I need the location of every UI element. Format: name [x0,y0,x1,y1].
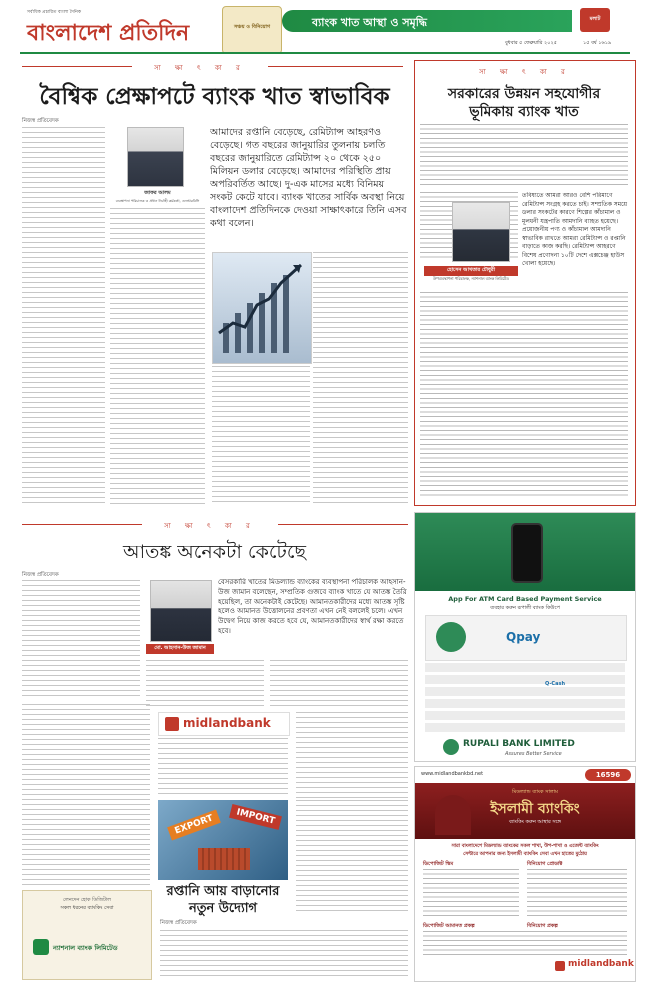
midland-islami-ad[interactable] [414,766,636,982]
kicker-rule [22,66,132,67]
masthead-logo: বাংলাদেশ প্রতিদিন [27,21,190,46]
article1-chart-image [212,252,312,364]
midland-small-ad[interactable] [158,712,290,736]
article4-byline: নিজস্ব প্রতিবেদক [160,920,197,926]
islami-list-left [423,869,519,919]
national-bank-brand: ন্যাশনাল ব্যাংক লিমিটেড [53,944,118,952]
shipping-container-icon [198,848,250,870]
article1-body-col1 [22,127,105,504]
islami-section-1: ডিপোজিট স্কিম [423,861,454,867]
midland-islami-logo-icon [555,961,565,971]
import-label: IMPORT [229,804,282,830]
article4-headline-line2: নতুন উদ্যোগ [188,901,258,916]
article1-person-title: ব্যবস্থাপনা পরিচালক ও প্রধান নির্বাহী কর্মকর্তা, এনআরবিসি [115,199,200,203]
article3-person-name: মো. আহসান-উজ জামান [146,644,214,654]
rupali-app-banner [415,513,635,591]
page-badge [580,8,610,32]
midland-logo-icon [165,717,179,731]
article2-person-title: উপব্যবস্থাপনা পরিচালক, ন্যাশনাল ব্যাংক লিমিটেড [433,276,509,281]
article2-body-main [420,292,628,498]
islami-banner-text-2: সেন্টারে আপনার জন্য ইসলামী ব্যাংকিং সেবা এখন হাতের মুঠোয় [463,852,587,857]
article3-body-col2 [146,660,264,710]
article2-portrait [452,202,510,262]
article2-intro [420,124,628,188]
article3-headline: আতঙ্ক অনেকটা কেটেছে [122,541,307,563]
national-bank-ad[interactable] [22,890,152,980]
article1-kicker: সা ক্ষা ৎ কা র [154,64,246,72]
phone-icon [511,523,543,583]
article1-portrait [127,127,184,187]
islami-subtitle: ব্যাংকিং করুন আস্থার সঙ্গে [509,819,561,825]
page-badge-label: মলাট [589,16,601,22]
article1-body-col3 [313,252,408,504]
rupali-emblem-icon [436,622,466,652]
article2-quote: তবিষ্যতে আমরা আরও বেশি পরিমাণে রেমিট্যান্স সংগ্রহ করতে চাই। সম্প্রতিক সময়ে ডলার সংকটের কারণে শিল্পের কাঁচামাল ও মূলধনী যন্ত্রপাতি আমদানি ব্যাহত হয়েছে। প্রয়োজনীয় পণ্য ও কাঁচামাল আমদানি স্বাভাবিক রাখতে আমরা রেমিট্যান্স ও রপ্তানি বাড়াতে কাজ করছি। রেমিট্যান্স আহরণে বিশেষ প্রণোদনা ১০টি দেশে এক্সচেঞ্জ হাউস খোলা হয়েছে। [522,192,628,267]
masthead [0,0,650,58]
rupali-slogan: Assures Better Service [505,751,562,757]
article1-quote: আমাদের রপ্তানি বেড়েছে, রেমিট্যান্স আহরণও বেড়েছে। গত বছরের জানুয়ারির তুলনায় চলতি বছরের জানুয়ারিতে রেমিট্যান্স ২০ থেকে ২৫০ মিলিয়ন ডলার বেড়েছে। আমাদের পরিস্থিতি প্রায় অপরিবর্তিত আছে। দু-এক মাসের মধ্যে বিনিময় সংকট কেটে যাবে। ব্যাংক খাতের সার্বিক অবস্থা নিয়ে বাংলাদেশ প্রতিদিনকে দেওয়া সাক্ষাৎকারে তিনি এসব কথা বলেন। [210,127,407,229]
rupali-logo-icon [443,739,459,755]
islami-title-small: মিডল্যান্ড ব্যাংক সালাম [512,789,558,795]
article3-body-col1 [22,580,140,700]
islami-section-3: বিনিয়োগ প্রকল্প [527,923,558,929]
article1-person-name: জাফর আলম [144,190,171,196]
article2-person-name: হোসেন আখতার চৌধুরী [424,266,518,276]
article1-byline: নিজস্ব প্রতিবেদক [22,118,59,124]
rupali-features [425,663,625,735]
stock-chart-icon [213,253,311,363]
article3-body-col5 [158,738,288,798]
islami-list-right [527,869,627,919]
article1-body-col2 [110,208,205,504]
article4-body-col2 [160,930,408,978]
masthead-tagline: সর্বাধিক প্রচারিত বাংলা দৈনিক [27,10,81,15]
article3-body-col6 [296,712,408,798]
qpay-logo: Qpay [506,630,541,644]
midland-small-brand: midlandbank [183,716,271,730]
islami-banner [415,783,635,839]
masthead-rule [20,52,630,54]
article3-quote: বেসরকারি খাতের মিডল্যান্ড ব্যাংকের ব্যবস্থাপনা পরিচালক আহসান-উজ জামান বলেছেন, সম্প্রতিক গুজবে ব্যাংক খাতে যে আতঙ্ক তৈরি হয়েছিল, তা অনেকটাই কেটেছে। আমানতকারীদের মধ্যে আতঙ্ক সৃষ্টি হলেও আমানত উত্তোলনের প্রবণতা এখন নেই বললেই চলে। এখন উদ্বেগ নিয়ে কাজ করতে হবে যে, আমানতকারীদের স্বার্থ রক্ষা করতে হবে। [218,578,407,635]
article2-kicker: সা ক্ষা ৎ কা র [479,68,571,76]
article3-body-col4 [22,704,150,888]
kicker-rule [22,524,142,525]
islami-title: ইসলামী ব্যাংকিং [490,801,580,817]
article3-body-col3 [270,660,408,710]
rupali-ad[interactable] [414,512,636,762]
rupali-qpay-panel [425,615,627,661]
midland-islami-brand: midlandbank [568,959,634,969]
qcash-label: Q-Cash [545,681,565,687]
national-bank-tagline: সকল ধরনের ব্যাংকিং সেবা [60,905,114,911]
section-title: ব্যাংক খাত আস্থা ও সমৃদ্ধি [312,16,427,29]
islami-section-2: বিনিয়োগ প্রোডাক্ট [527,861,563,867]
article4-image [158,800,288,880]
article4-headline-line1: রপ্তানি আয় বাড়ানোর [166,884,280,899]
islami-section-4: ডিপোজিট আমানত প্রকল্প [423,923,475,929]
article1-body-col4 [212,366,310,504]
midland-url[interactable]: www.midlandbankbd.net [421,771,484,777]
article3-byline: নিজস্ব প্রতিবেদক [22,572,59,578]
date-line: বুধবার ৫ ফেব্রুয়ারি ২০২৫ [505,40,557,46]
article3-kicker: সা ক্ষা ৎ কা র [164,522,256,530]
rupali-app-subtitle: ব্যবহার করুন রূপালী ব্যাংক কিউপে [490,605,560,611]
national-bank-logo-icon [33,939,49,955]
islami-banner-text: সারা বাংলাদেশে মিডল্যান্ড ব্যাংকের সকল শাখা, উপ-শাখা ও এজেন্ট ব্যাংকিং [451,844,599,849]
kicker-rule [278,524,408,525]
kicker-rule [268,66,403,67]
export-label: EXPORT [167,810,221,841]
national-bank-note: লেনদেন হোক ডিজিটাল [62,897,112,903]
special-badge-label: সঞ্চয় ও বিনিয়োগ [233,24,271,30]
special-badge [222,6,282,54]
rupali-app-title: App For ATM Card Based Payment Service [448,595,602,603]
article1-headline: বৈশ্বিক প্রেক্ষাপটে ব্যাংক খাত স্বাভাবিক [39,83,390,110]
hotline-number: 16596 [595,771,621,779]
hotline-badge[interactable] [585,769,631,781]
article4-body-col1 [296,800,408,912]
islami-list-bottom [423,931,627,955]
section-banner [282,10,572,32]
article2-headline-line2: ভূমিকায় ব্যাংক খাত [469,104,579,120]
mosque-icon [435,795,471,835]
article3-portrait [150,580,212,642]
rupali-brand: RUPALI BANK LIMITED [463,739,575,749]
article2-headline-line1: সরকারের উন্নয়ন সহযোগীর [447,86,601,102]
issue-number: ১৫ বর্ষ ১৬১৯ [583,40,612,46]
